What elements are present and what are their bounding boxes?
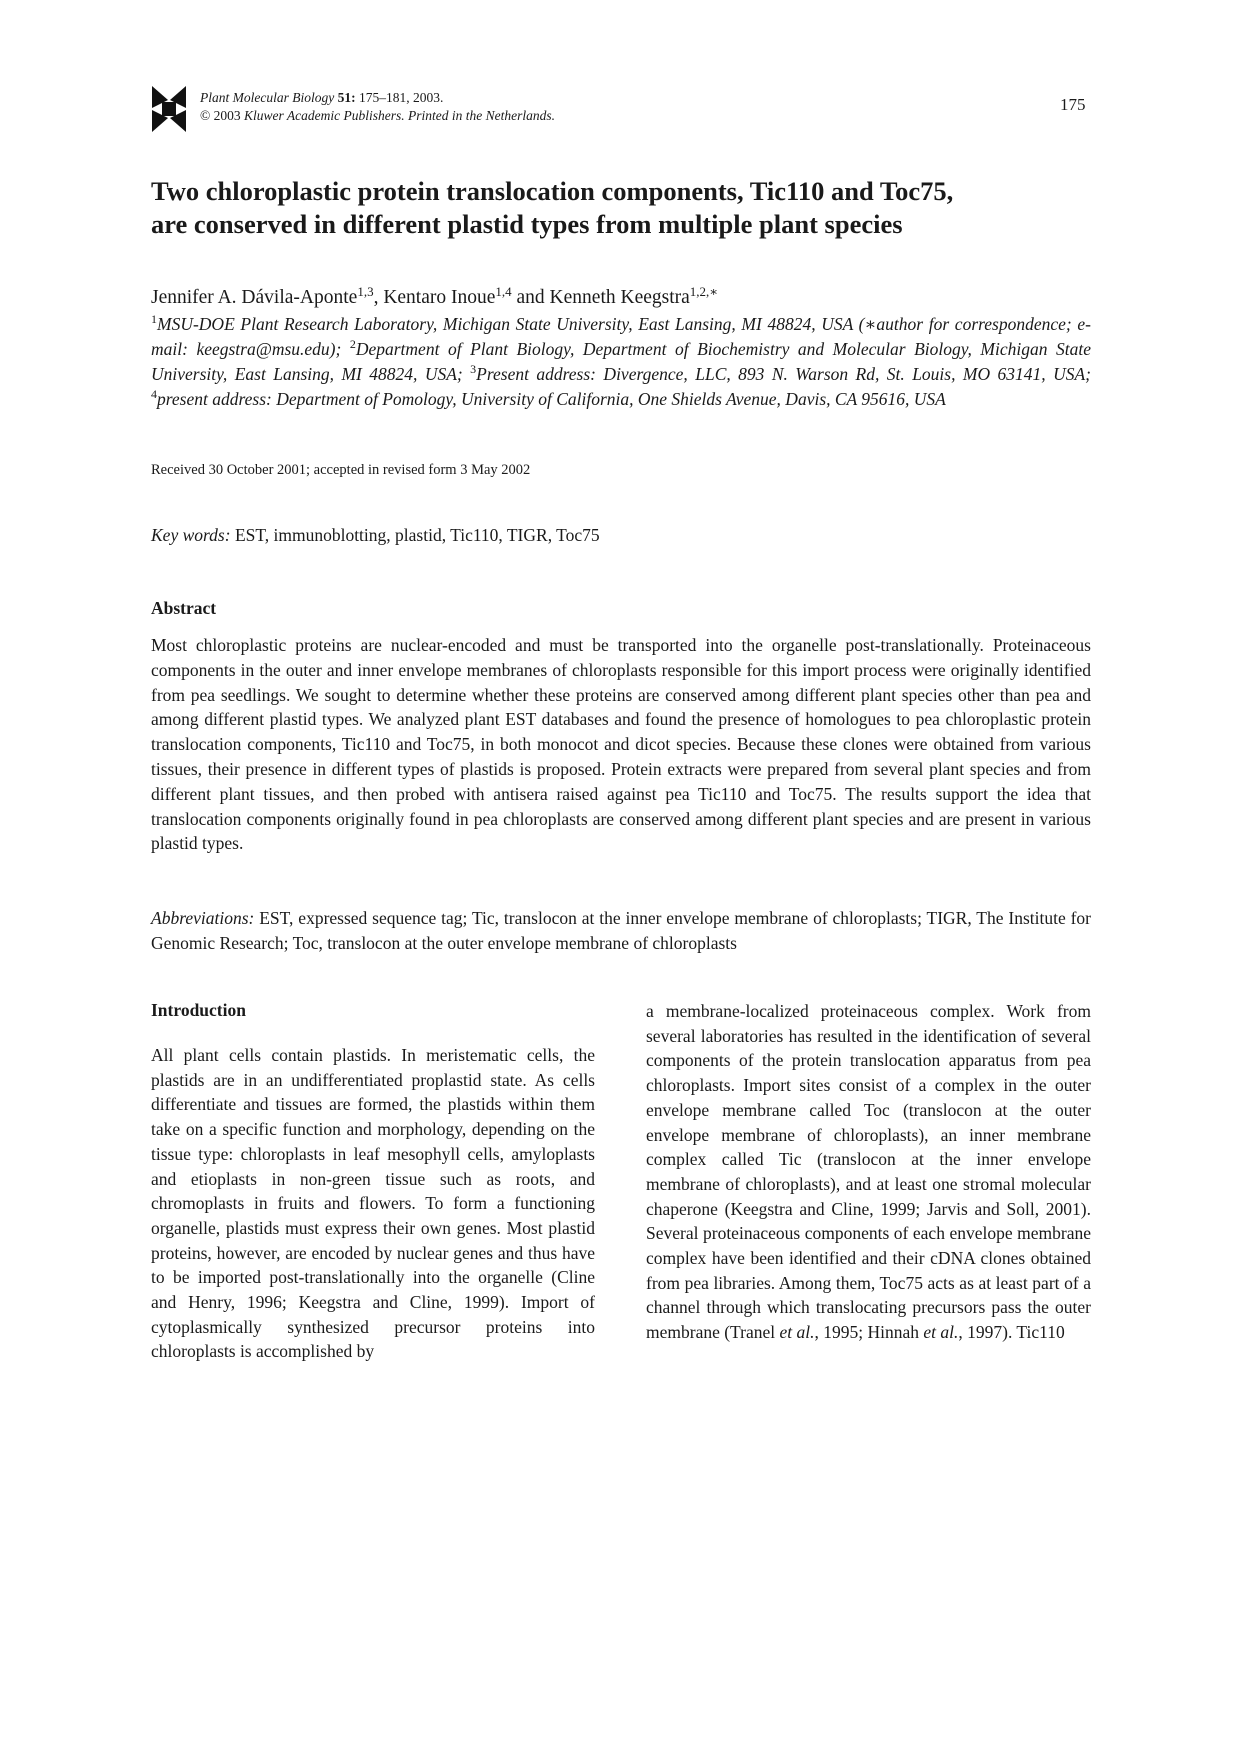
abbreviations [151,906,1096,955]
intro-right-text: , 1995; Hinnah [814,1322,924,1343]
affiliation-marker: 2 [349,337,356,351]
keywords [151,525,600,546]
journal-name: Plant Molecular Biology [200,90,335,105]
author-name: Kentaro Inoue [383,287,496,308]
affiliation-marker: 3 [470,362,477,376]
abbreviations-label: Abbreviations: [151,908,255,928]
publisher-name: Kluwer Academic Publishers. [244,108,405,123]
copyright-prefix: © 2003 [200,108,241,123]
journal-pages-year: 175–181, 2003. [358,90,444,105]
abstract-heading: Abstract [151,598,217,618]
citation-etal: et al. [779,1322,815,1343]
affiliation-marker: 1 [151,312,157,326]
page-number: 175 [1060,95,1086,114]
article-title [151,175,1111,241]
introduction-left-column: All plant cells contain plastids. In meristematic cells, the plastids are in an undifferentiated proplastid state. As cells differentiate and tissues are formed, the plastids within them take on a specific function and morphology, depending on the tissue type: chloroplasts in leaf mesophyll cells, amyloplasts and etioplasts in non-green tissue such as roots, and chromoplasts in fruits and flowers. To form a functioning organelle, plastids must express their own genes. Most plastid proteins, however, are encoded by nuclear genes and thus have to be imported post-translationally into the organelle (Cline and Henry, 1996; Keegstra and Cline, 1999). Import of cytoplasmically synthesized precursor proteins into chloroplasts is accomplished by [151,1045,595,1362]
title-line-1: Two chloroplastic protein translocation components, Tic110 and Toc75, [151,176,954,206]
journal-header [200,89,555,125]
intro-right-text: , 1997). Tic110 [958,1322,1065,1343]
journal-volume: 51: [337,90,356,105]
author-name: Jennifer A. Dávila-Aponte [151,287,358,308]
author-name: Kenneth Keegstra [549,287,690,308]
abbreviations-text: EST, expressed sequence tag; Tic, translocon at the inner envelope membrane of chloroplasts; TIGR, The Institute for Genomic Research; Toc, translocon at the outer envelope membrane of chloroplasts [151,908,1096,953]
journal-citation-line [200,89,555,107]
title-line-2: are conserved in different plastid types from multiple plant species [151,209,903,239]
copyright-line [200,107,555,125]
publisher-logo-icon [152,86,186,132]
introduction-heading: Introduction [151,1000,246,1020]
affiliation-marker: 4 [151,387,157,401]
received-dates: Received 30 October 2001; accepted in revised form 3 May 2002 [151,462,531,478]
keywords-label: Key words: [151,525,231,545]
author-separator: and [511,287,550,308]
affiliation-text: present address: Department of Pomology, University of California, One Shields Avenue, Davis, CA 95616, USA [157,389,946,409]
author-list [151,286,718,310]
keywords-list: EST, immunoblotting, plastid, Tic110, TIGR, Toc75 [230,525,600,545]
introduction-right-column [646,999,1096,1345]
citation-etal: et al. [923,1322,959,1343]
printed-note: Printed in the Netherlands. [408,108,555,123]
abstract-text: Most chloroplastic proteins are nuclear-encoded and must be transported into the organelle post-translationally. Proteinaceous components in the outer and inner envelope membranes of chloroplasts responsible for this import process were originally identified from pea seedlings. We sought to determine whether these proteins are conserved among different plant species other than pea and among different plastid types. We analyzed plant EST databases and found the presence of homologues to pea chloroplastic protein translocation components, Tic110 and Toc75, in both monocot and dicot species. Because these clones were obtained from various tissues, their presence in different types of plastids is proposed. Protein extracts were prepared from several plant species and from different plant tissues, and then probed with antisera raised against pea Tic110 and Toc75. The results support the idea that translocation components originally found in pea chloroplasts are conserved among different plant species and are present in various plastid types. [151,635,1091,854]
intro-right-text: a membrane-localized proteinaceous complex. Work from several laboratories has resulted in the identification of several components of the protein translocation apparatus from pea chloroplasts. Import sites consist of a complex in the outer envelope membrane called Toc (translocon at the outer envelope membrane of chloroplasts), an inner membrane complex called Tic (translocon at the inner envelope membrane of chloroplasts), and at least one stromal molecular chaperone (Keegstra and Cline, 1999; Jarvis and Soll, 2001). Several proteinaceous components of each envelope membrane complex have been identified and their cDNA clones obtained from pea libraries. Among them, Toc75 acts as at least part of a channel through which translocating precursors pass the outer membrane (Tranel [646,1001,1096,1343]
affiliation-text: Present address: Divergence, LLC, 893 N. Warson Rd, St. Louis, MO 63141, USA; [476,364,1091,384]
author-affiliation-marker: 1,3 [357,284,374,299]
affiliation-text: Department of Plant Biology, Department of Biochemistry and Molecular Biology, Michigan State University, East Lansing, MI 48824, USA; [151,339,1091,384]
author-affiliation-marker: 1,2,∗ [689,284,719,299]
affiliation-text: MSU-DOE Plant Research Laboratory, Michigan State University, East Lansing, MI 48824, USA (∗author for correspondence; e-mail: keegstra@msu.edu); [151,314,1091,359]
author-affiliation-marker: 1,4 [495,284,512,299]
author-separator: , [373,287,384,308]
affiliations [151,312,1091,412]
